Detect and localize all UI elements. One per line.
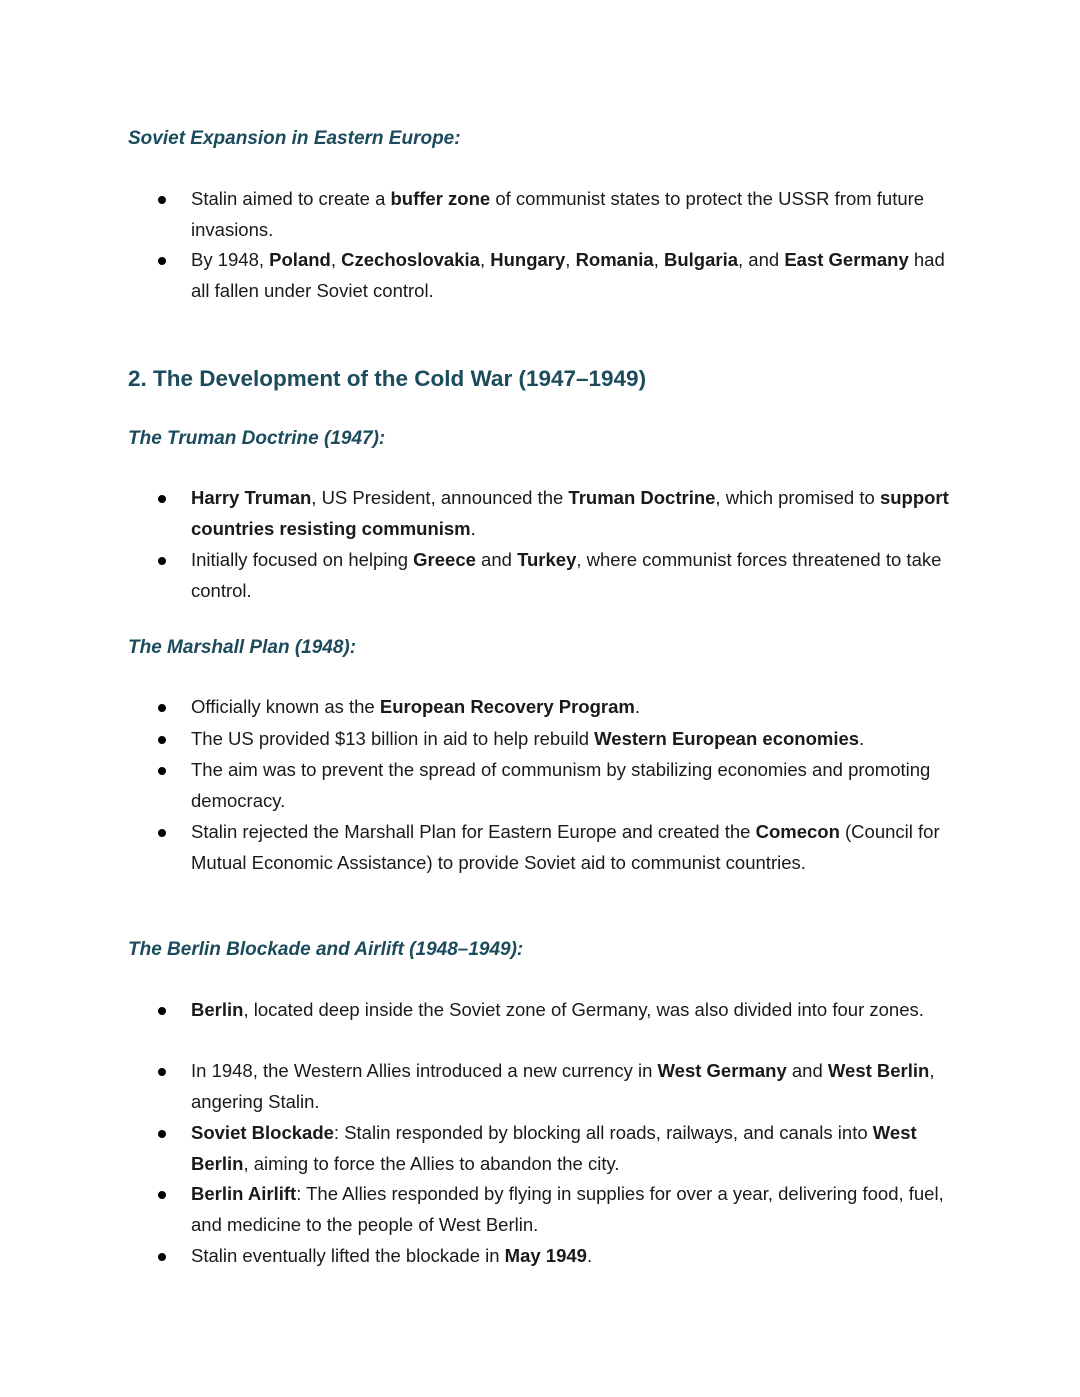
section-heading-development-cold-war: 2. The Development of the Cold War (1947–1949) [128,366,647,391]
bullet-icon [158,767,166,775]
list-item: Berlin, located deep inside the Soviet zone of Germany, was also divided into four zones. [191,995,951,1026]
list-item: Harry Truman, US President, announced the Truman Doctrine, which promised to support countries resisting communism. [191,483,951,544]
bullet-icon [158,495,166,503]
section-heading-truman-doctrine: The Truman Doctrine (1947): [128,428,386,449]
list-item: In 1948, the Western Allies introduced a new currency in West Germany and West Berlin, angering Stalin. [191,1056,951,1117]
list-item: The US provided $13 billion in aid to help rebuild Western European economies. [191,724,951,755]
list-item: Stalin aimed to create a buffer zone of communist states to protect the USSR from future invasions. [191,184,951,245]
bullet-icon [158,1253,166,1261]
bullet-icon [158,704,166,712]
bullet-icon [158,196,166,204]
bullet-icon [158,1191,166,1199]
bullet-icon [158,736,166,744]
list-item: Soviet Blockade: Stalin responded by blocking all roads, railways, and canals into West Berlin, aiming to force the Allies to abandon the city. [191,1118,951,1179]
list-item: Berlin Airlift: The Allies responded by flying in supplies for over a year, delivering food, fuel, and medicine to the people of West Berlin. [191,1179,951,1240]
list-item: Officially known as the European Recovery Program. [191,692,951,723]
list-item: The aim was to prevent the spread of communism by stabilizing economies and promoting democracy. [191,755,951,816]
list-item: Stalin rejected the Marshall Plan for Eastern Europe and created the Comecon (Council for Mutual Economic Assistance) to provide Soviet aid to communist countries. [191,817,951,878]
list-item: Stalin eventually lifted the blockade in May 1949. [191,1241,951,1272]
section-heading-soviet-expansion: Soviet Expansion in Eastern Europe: [128,128,461,149]
list-item: Initially focused on helping Greece and Turkey, where communist forces threatened to take control. [191,545,951,606]
section-heading-berlin-blockade: The Berlin Blockade and Airlift (1948–1949): [128,939,524,960]
bullet-icon [158,557,166,565]
bullet-icon [158,829,166,837]
bullet-icon [158,257,166,265]
list-item: By 1948, Poland, Czechoslovakia, Hungary, Romania, Bulgaria, and East Germany had all fallen under Soviet control. [191,245,951,306]
bullet-icon [158,1068,166,1076]
section-heading-marshall-plan: The Marshall Plan (1948): [128,637,357,658]
bullet-icon [158,1007,166,1015]
bullet-icon [158,1130,166,1138]
